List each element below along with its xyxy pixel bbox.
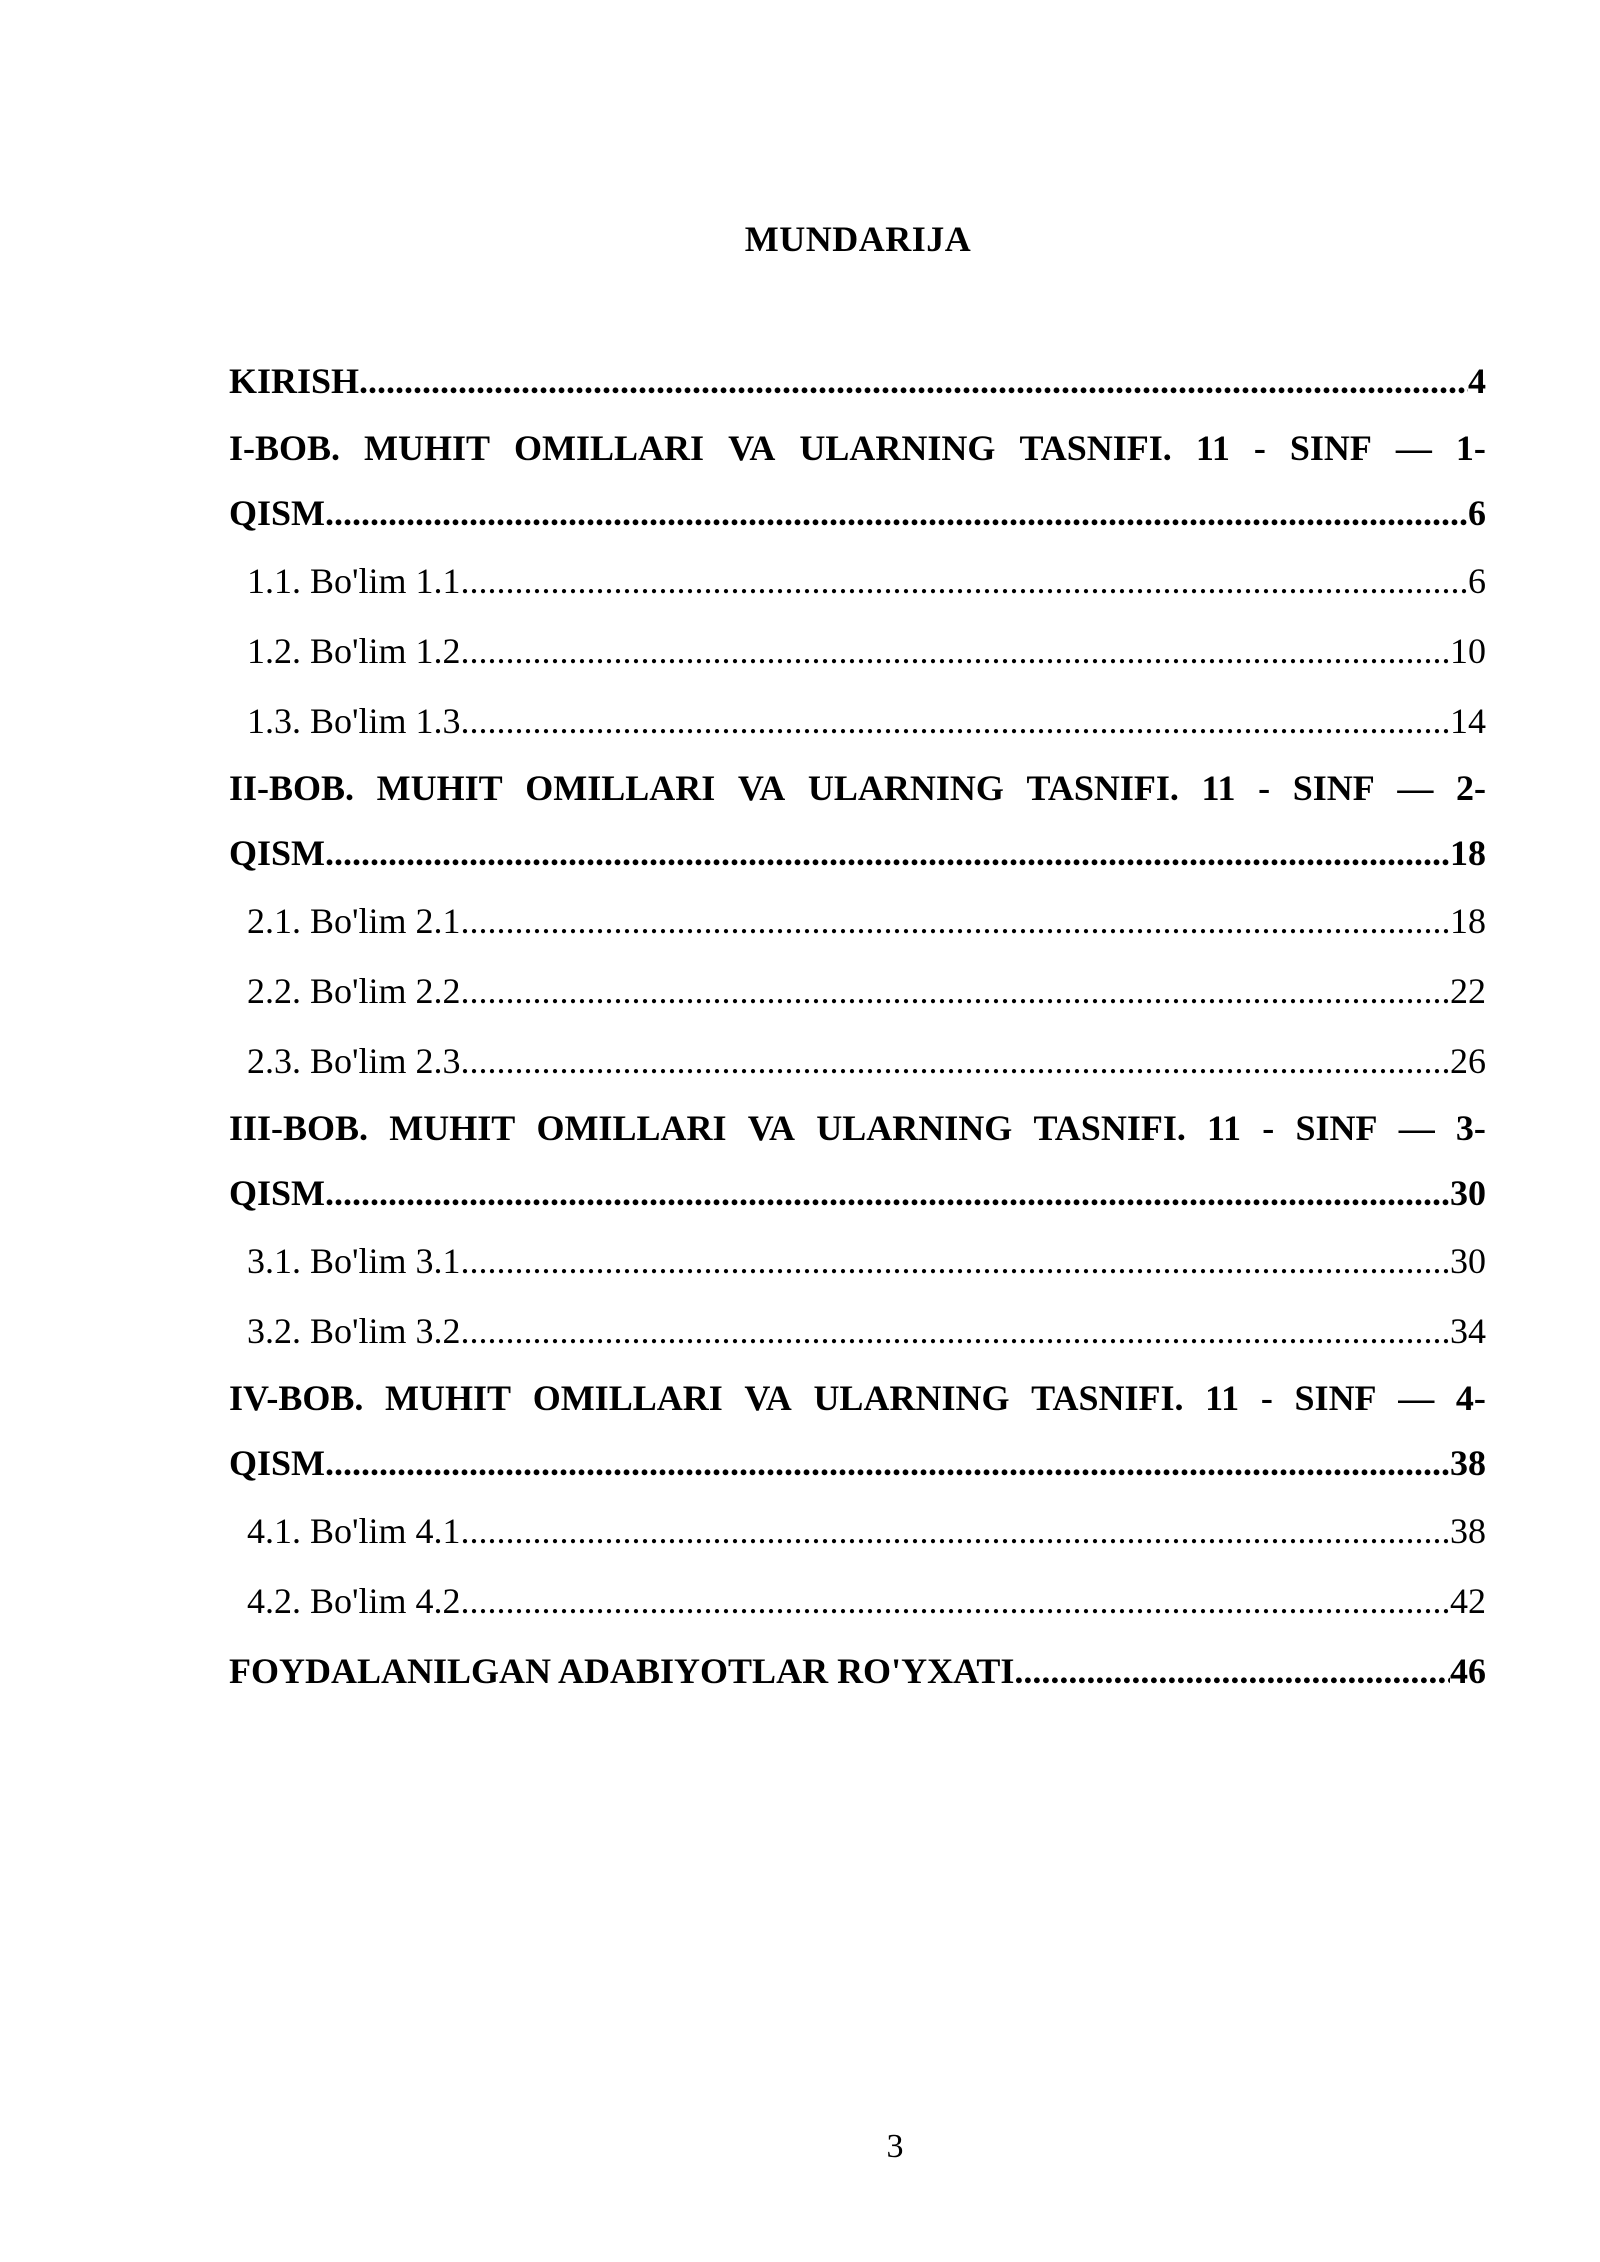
dot-leader: [461, 1296, 1450, 1366]
toc-chapter-title-word: ULARNING: [799, 428, 996, 468]
toc-chapter-title-word: —: [1398, 1108, 1435, 1148]
toc-chapter-title-word: SINF: [1292, 768, 1375, 808]
toc-chapter-title-word: IV-BOB.: [229, 1378, 364, 1418]
toc-chapter-title-word: —: [1398, 1378, 1435, 1418]
dot-leader: [325, 1430, 1450, 1496]
dot-leader: [461, 546, 1468, 616]
toc-chapter-title-word: MUHIT: [385, 1378, 512, 1418]
page-number: 3: [886, 2128, 904, 2165]
toc-page-number: 4: [1468, 361, 1486, 401]
toc-page-number: 38: [1450, 1443, 1486, 1483]
toc-chapter-title-word: OMILLARI: [536, 1108, 727, 1148]
toc-chapter-title-word: -: [1258, 768, 1271, 808]
toc-page-number: 42: [1450, 1581, 1486, 1621]
toc-entry-title: QISM: [229, 833, 326, 873]
toc-subsection-entry[interactable]: [229, 686, 1486, 756]
toc-chapter-title-word: ULARNING: [813, 1378, 1010, 1418]
toc-chapter-title-word: VA: [728, 428, 776, 468]
dot-leader: [461, 1026, 1450, 1096]
toc-chapter-title-word: 1-: [1455, 428, 1486, 468]
toc-page-number: 22: [1450, 971, 1486, 1011]
toc-subsection-entry[interactable]: [229, 546, 1486, 616]
toc-subsection-entry[interactable]: [229, 956, 1486, 1026]
toc-chapter-title-word: ULARNING: [807, 768, 1004, 808]
toc-chapter-title-word: 11: [1207, 1108, 1242, 1148]
toc-main-entry[interactable]: [229, 1636, 1486, 1706]
toc-page-number: 6: [1468, 561, 1486, 601]
toc-subsection-entry[interactable]: [229, 1226, 1486, 1296]
toc-chapter-title-word: OMILLARI: [525, 768, 716, 808]
toc-chapter-title-line: [229, 756, 1486, 820]
toc-chapter-title-word: VA: [744, 1378, 792, 1418]
toc-chapter-title-word: SINF: [1295, 1108, 1378, 1148]
toc-page-number: 14: [1450, 701, 1486, 741]
dot-leader: [359, 346, 1468, 416]
toc-chapter-title-word: -: [1262, 1108, 1275, 1148]
toc-subsection-entry[interactable]: [229, 1566, 1486, 1636]
table-of-contents: [229, 346, 1486, 1706]
toc-entry-title: 1.1. Bo'lim 1.1: [247, 561, 461, 601]
toc-main-entry[interactable]: [229, 346, 1486, 416]
dot-leader: [325, 1160, 1450, 1226]
toc-chapter-title-word: 2-: [1455, 768, 1486, 808]
toc-chapter-title-word: VA: [747, 1108, 796, 1148]
toc-page-number: 34: [1450, 1311, 1486, 1351]
dot-leader: [461, 686, 1450, 756]
toc-chapter-title-word: —: [1397, 768, 1434, 808]
toc-chapter-title-word: I-BOB.: [229, 428, 341, 468]
dot-leader: [461, 1496, 1450, 1566]
toc-chapter-title-word: MUHIT: [364, 428, 491, 468]
toc-subsection-entry[interactable]: [229, 1496, 1486, 1566]
toc-chapter-title-word: 3-: [1455, 1108, 1486, 1148]
toc-chapter-title-word: TASNIFI.: [1031, 1378, 1184, 1418]
toc-entry-title: QISM: [229, 1443, 326, 1483]
toc-page-number: 18: [1450, 901, 1486, 941]
toc-entry-title: QISM: [229, 1173, 326, 1213]
toc-page-number: 38: [1450, 1511, 1486, 1551]
toc-entry-title: 4.1. Bo'lim 4.1: [247, 1511, 461, 1551]
toc-chapter-title-word: 11: [1195, 428, 1230, 468]
toc-page-number: 26: [1450, 1041, 1486, 1081]
toc-entry-title: QISM: [229, 493, 326, 533]
toc-chapter-title-word: 11: [1205, 1378, 1240, 1418]
toc-page-number: 30: [1450, 1241, 1486, 1281]
toc-chapter-title-word: II-BOB.: [229, 768, 355, 808]
toc-chapter-title-word: 4-: [1455, 1378, 1486, 1418]
dot-leader: [325, 820, 1450, 886]
toc-page-number: 46: [1450, 1651, 1486, 1691]
toc-chapter-title-word: -: [1260, 1378, 1273, 1418]
toc-chapter-title-word: SINF: [1294, 1378, 1377, 1418]
toc-page-number: 30: [1450, 1173, 1486, 1213]
toc-chapter-title-word: III-BOB.: [229, 1108, 369, 1148]
toc-chapter-title-word: 11: [1201, 768, 1236, 808]
toc-entry-title: 2.3. Bo'lim 2.3: [247, 1041, 461, 1081]
toc-chapter-entry[interactable]: [229, 1096, 1486, 1226]
toc-chapter-title-word: OMILLARI: [514, 428, 705, 468]
toc-entry-title: FOYDALANILGAN ADABIYOTLAR RO'YXATI: [229, 1651, 1015, 1691]
dot-leader: [461, 886, 1450, 956]
toc-entry-title: 2.1. Bo'lim 2.1: [247, 901, 461, 941]
toc-page-number: 18: [1450, 833, 1486, 873]
dot-leader: [1014, 1636, 1450, 1706]
toc-chapter-title-word: —: [1395, 428, 1432, 468]
toc-entry-title: 1.3. Bo'lim 1.3: [247, 701, 461, 741]
toc-subsection-entry[interactable]: [229, 1296, 1486, 1366]
dot-leader: [461, 1226, 1450, 1296]
toc-chapter-title-word: SINF: [1289, 428, 1372, 468]
toc-chapter-title-word: MUHIT: [389, 1108, 516, 1148]
toc-chapter-title-word: OMILLARI: [532, 1378, 723, 1418]
dot-leader: [461, 1566, 1450, 1636]
toc-chapter-title-line: [229, 1096, 1486, 1160]
toc-chapter-title-word: VA: [737, 768, 786, 808]
toc-chapter-title-word: TASNIFI.: [1033, 1108, 1186, 1148]
toc-subsection-entry[interactable]: [229, 886, 1486, 956]
toc-page-number: 6: [1468, 493, 1486, 533]
toc-chapter-entry[interactable]: [229, 756, 1486, 886]
toc-subsection-entry[interactable]: [229, 616, 1486, 686]
page-title: MUNDARIJA: [744, 219, 972, 259]
toc-entry-title: 3.1. Bo'lim 3.1: [247, 1241, 461, 1281]
toc-chapter-entry[interactable]: [229, 1366, 1486, 1496]
toc-chapter-title-word: ULARNING: [816, 1108, 1013, 1148]
toc-chapter-title-word: MUHIT: [376, 768, 503, 808]
toc-chapter-title-word: TASNIFI.: [1026, 768, 1179, 808]
toc-chapter-entry[interactable]: [229, 416, 1486, 546]
toc-page-number: 10: [1450, 631, 1486, 671]
toc-entry-title: KIRISH: [229, 361, 360, 401]
toc-entry-title: 2.2. Bo'lim 2.2: [247, 971, 461, 1011]
toc-chapter-title-word: -: [1253, 428, 1266, 468]
toc-subsection-entry[interactable]: [229, 1026, 1486, 1096]
dot-leader: [325, 480, 1468, 546]
toc-entry-title: 1.2. Bo'lim 1.2: [247, 631, 461, 671]
toc-entry-title: 3.2. Bo'lim 3.2: [247, 1311, 461, 1351]
toc-entry-title: 4.2. Bo'lim 4.2: [247, 1581, 461, 1621]
dot-leader: [461, 956, 1450, 1026]
toc-chapter-title-line: [229, 416, 1486, 480]
toc-chapter-title-line: [229, 1366, 1486, 1430]
toc-chapter-title-word: TASNIFI.: [1019, 428, 1172, 468]
dot-leader: [461, 616, 1450, 686]
